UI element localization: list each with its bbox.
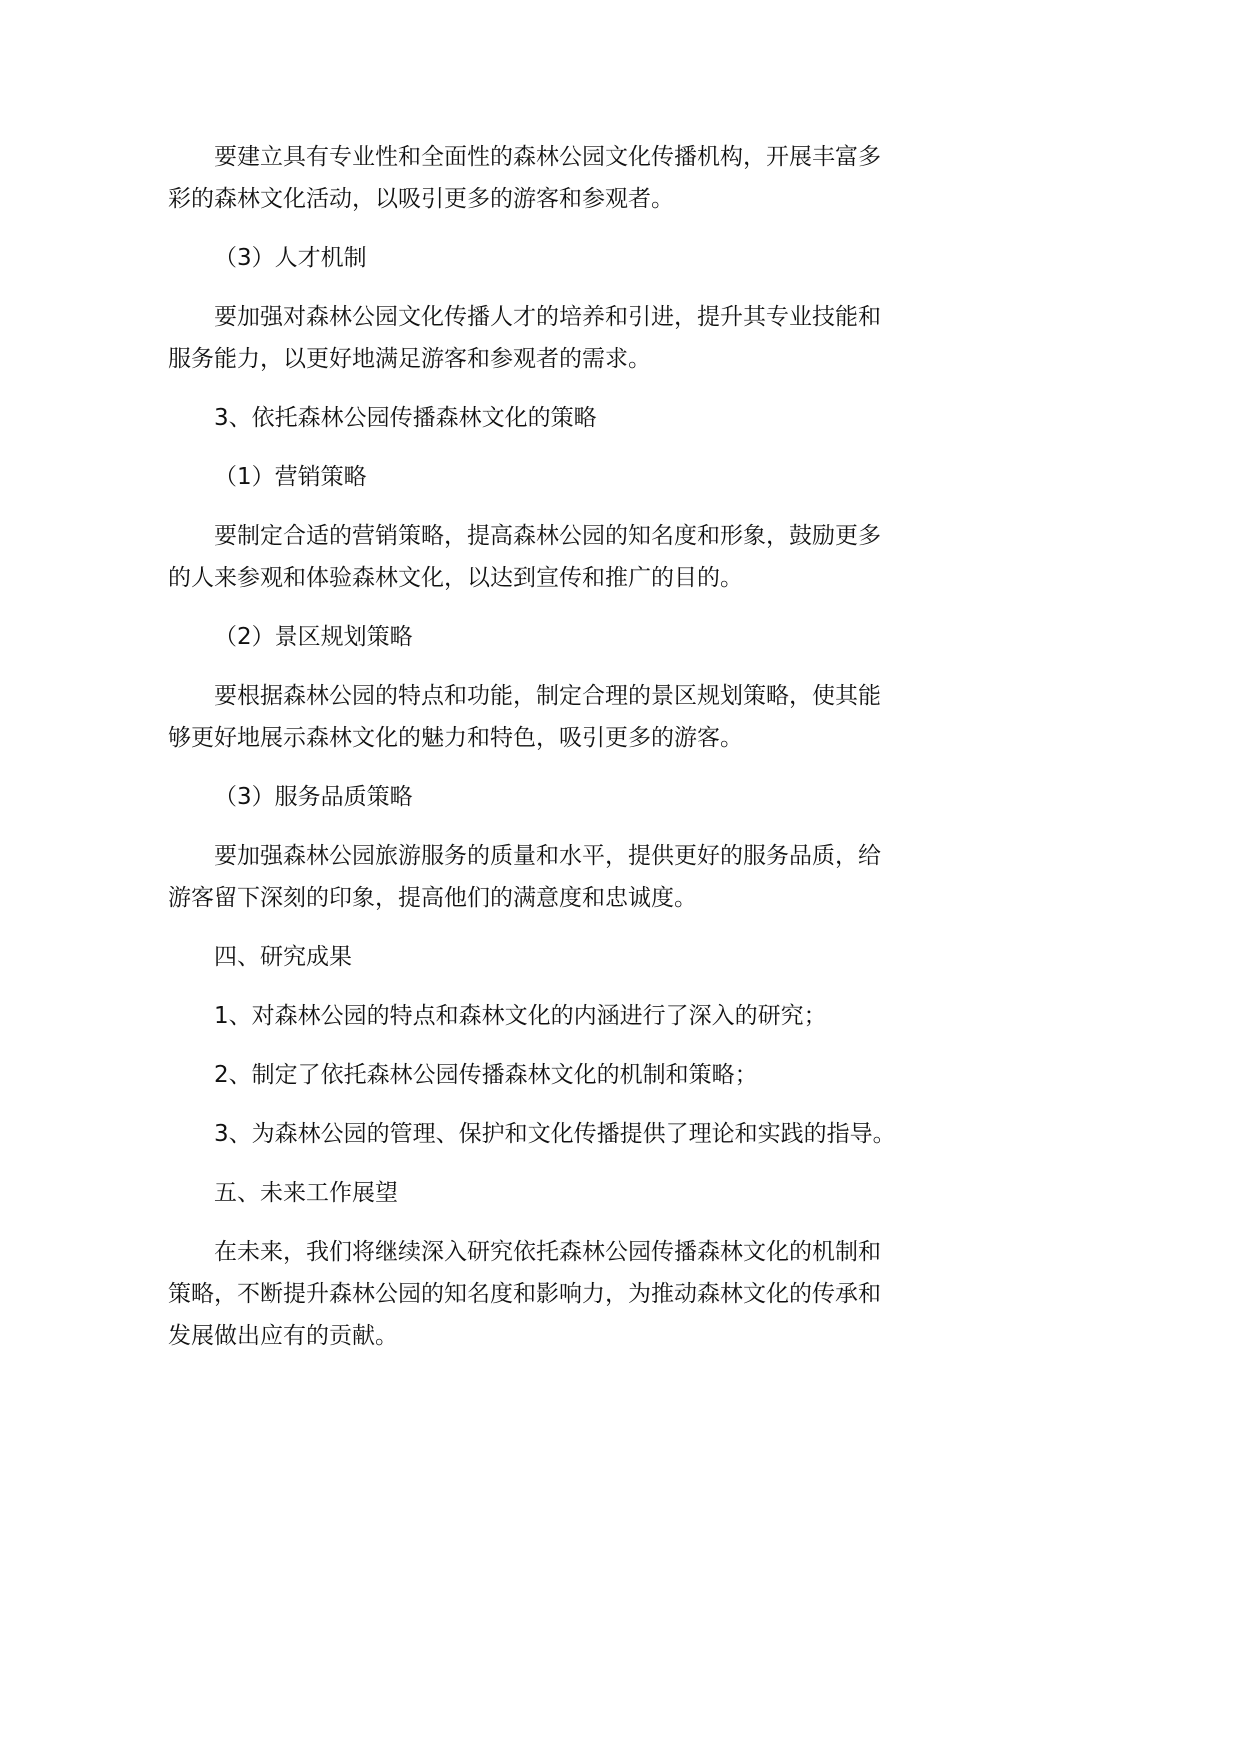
paragraph-future xyxy=(168,1231,924,1357)
paragraph-line: 在未来，我们将继续深入研究依托森林公园传播森林文化的机制和 xyxy=(214,1239,881,1265)
paragraph-line: 要加强对森林公园文化传播人才的培养和引进，提升其专业技能和 xyxy=(214,304,881,330)
paragraph-line: 要加强森林公园旅游服务的质量和水平，提供更好的服务品质，给 xyxy=(214,843,881,869)
paragraph-service xyxy=(168,835,924,919)
paragraph-line: 要根据森林公园的特点和功能，制定合理的景区规划策略，使其能 xyxy=(214,683,881,709)
paragraph-line: 要制定合适的营销策略，提高森林公园的知名度和形象，鼓励更多 xyxy=(214,523,881,549)
paragraph-institution xyxy=(168,136,924,220)
paragraph-line: 游客留下深刻的印象，提高他们的满意度和忠诚度。 xyxy=(168,885,697,911)
result-item-3: 3、为森林公园的管理、保护和文化传播提供了理论和实践的指导。 xyxy=(214,1121,896,1147)
paragraph-line: 策略，不断提升森林公园的知名度和影响力，为推动森林文化的传承和 xyxy=(168,1281,881,1307)
paragraph-line: 彩的森林文化活动，以吸引更多的游客和参观者。 xyxy=(168,186,674,212)
heading-future-outlook: 五、未来工作展望 xyxy=(214,1180,398,1206)
paragraph-line: 发展做出应有的贡献。 xyxy=(168,1323,398,1349)
paragraph-line: 够更好地展示森林文化的魅力和特色，吸引更多的游客。 xyxy=(168,725,743,751)
paragraph-line: 服务能力，以更好地满足游客和参观者的需求。 xyxy=(168,346,651,372)
paragraph-planning xyxy=(168,675,924,759)
result-item-1: 1、对森林公园的特点和森林文化的内涵进行了深入的研究； xyxy=(214,1003,827,1029)
paragraph-line: 要建立具有专业性和全面性的森林公园文化传播机构，开展丰富多 xyxy=(214,144,881,170)
heading-strategy: 3、依托森林公园传播森林文化的策略 xyxy=(214,405,597,431)
heading-service-strategy: （3）服务品质策略 xyxy=(214,784,413,810)
heading-talent-mechanism: （3）人才机制 xyxy=(214,245,367,271)
heading-planning-strategy: （2）景区规划策略 xyxy=(214,624,413,650)
result-item-2: 2、制定了依托森林公园传播森林文化的机制和策略； xyxy=(214,1062,758,1088)
heading-research-results: 四、研究成果 xyxy=(214,944,352,970)
paragraph-line: 的人来参观和体验森林文化，以达到宣传和推广的目的。 xyxy=(168,565,743,591)
paragraph-talent xyxy=(168,296,924,380)
document-body xyxy=(168,136,924,1374)
paragraph-marketing xyxy=(168,515,924,599)
heading-marketing-strategy: （1）营销策略 xyxy=(214,464,367,490)
